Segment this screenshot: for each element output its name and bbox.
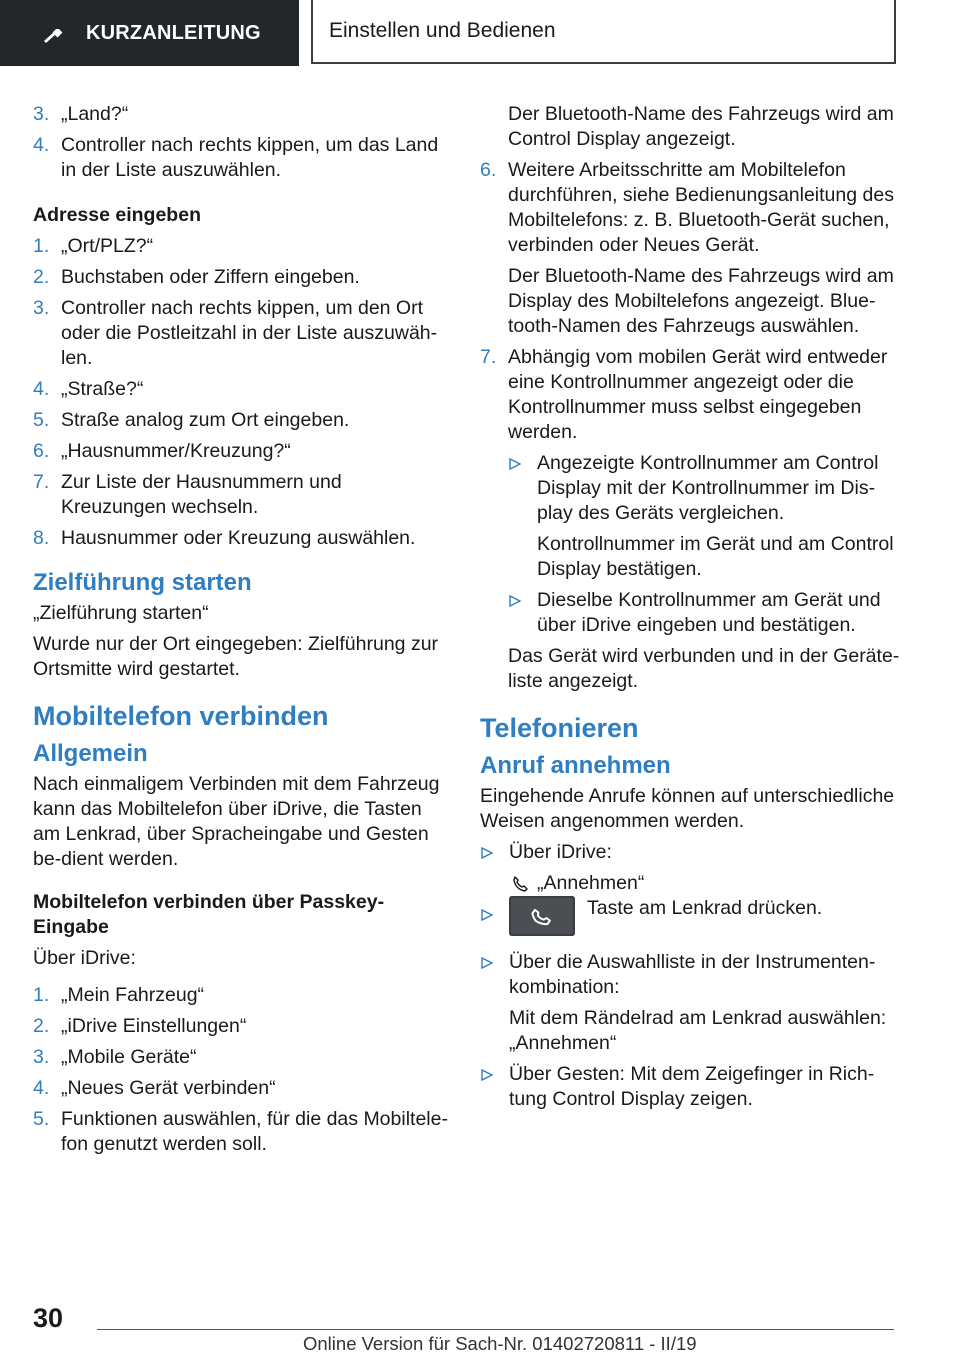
telefonieren-heading: Telefonieren bbox=[480, 713, 639, 743]
bullet-item: Über iDrive: bbox=[480, 840, 900, 865]
bullet-item: Dieselbe Kontrollnummer am Gerät und über iDrive eingeben und bestätigen. bbox=[508, 588, 900, 638]
left-column bbox=[33, 102, 449, 1163]
phone-handset-icon bbox=[529, 904, 553, 928]
list-item: 4. „Straße?“ bbox=[33, 378, 144, 400]
passkey-text: Über iDrive: bbox=[33, 947, 136, 969]
footer-divider bbox=[97, 1329, 894, 1330]
adresse-heading: Adresse eingeben bbox=[33, 204, 201, 226]
zielfuehrung-command: „Zielführung starten“ bbox=[33, 602, 209, 624]
zielfuehrung-heading: Zielführung starten bbox=[33, 569, 252, 596]
page-number: 30 bbox=[33, 1303, 64, 1333]
list-item: 8. Hausnummer oder Kreuzung auswählen. bbox=[33, 527, 416, 549]
list-item: 3. „Land?“ bbox=[33, 103, 129, 125]
steering-wheel-phone-key bbox=[509, 896, 575, 936]
bluetooth-phone-text: Der Bluetooth-Name des Fahrzeugs wird am Display des Mobiltelefons angezeigt. Blue‐tooth-Namen des Fahrzeugs auswählen. bbox=[508, 265, 894, 337]
tab-label: KURZANLEITUNG bbox=[86, 21, 261, 44]
anruf-text: Eingehende Anrufe können auf unterschiedliche Weisen angenommen werden. bbox=[480, 785, 895, 832]
allgemein-heading: Allgemein bbox=[33, 740, 148, 767]
list-item: 2. Buchstaben oder Ziffern eingeben. bbox=[33, 266, 360, 288]
bullet-item: Über die Auswahlliste in der Instrumenten‐kombination: bbox=[480, 950, 900, 1000]
connected-text: Das Gerät wird verbunden und in der Geräte‐liste angezeigt. bbox=[508, 645, 900, 692]
triangle-bullet-icon bbox=[509, 458, 521, 470]
quick-guide-tab[interactable] bbox=[0, 0, 299, 66]
triangle-bullet-icon bbox=[481, 1069, 493, 1081]
zielfuehrung-text: Wurde nur der Ort eingegeben: Zielführung zur Ortsmitte wird gestartet. bbox=[33, 633, 439, 680]
confirm-text: Kontrollnummer im Gerät und am Control Display bestätigen. bbox=[537, 533, 894, 580]
idrive-accept: „Annehmen“ bbox=[480, 871, 900, 896]
phone-icon bbox=[511, 874, 531, 894]
bluetooth-name-text: Der Bluetooth-Name des Fahrzeugs wird am Control Display angezeigt. bbox=[508, 103, 894, 150]
list-item: 6. Weitere Arbeitsschritte am Mobiltelefon durchführen, siehe Bedienungsanleitung des Mobiltelefons: z. B. Bluetooth-Gerät suchen, verbinden oder Neues Gerät. bbox=[480, 159, 894, 256]
list-item: 4. „Neues Gerät verbinden“ bbox=[33, 1077, 276, 1099]
mobiltelefon-heading: Mobiltelefon verbinden bbox=[33, 701, 329, 731]
car-key-icon bbox=[42, 29, 64, 43]
section-title-box bbox=[311, 0, 896, 64]
passkey-heading: Mobiltelefon verbinden über Passkey-Eingabe bbox=[33, 891, 385, 938]
bullet-item: Taste am Lenkrad drücken. bbox=[480, 902, 900, 936]
list-item: 2. „iDrive Einstellungen“ bbox=[33, 1015, 247, 1037]
list-item: 5. Funktionen auswählen, für die das Mobiltele‐fon genutzt werden soll. bbox=[33, 1108, 448, 1155]
triangle-bullet-icon bbox=[481, 957, 493, 969]
bullet-item: Über Gesten: Mit dem Zeigefinger in Rich‐tung Control Display zeigen. bbox=[480, 1062, 900, 1112]
allgemein-text: Nach einmaligem Verbinden mit dem Fahrzeug kann das Mobiltelefon über iDrive, die Tasten am Lenkrad, über Spracheingabe und Gesten be‐dient werden. bbox=[33, 773, 440, 870]
online-version-text: Online Version für Sach-Nr. 01402720811 - II/19 bbox=[303, 1333, 697, 1354]
raendelrad-text: Mit dem Rändelrad am Lenkrad auswählen: „Annehmen“ bbox=[509, 1007, 887, 1054]
list-item: 3. Controller nach rechts kippen, um den Ort oder die Postleitzahl in der Liste auszuwäh‐len. bbox=[33, 297, 438, 369]
list-item: 6. „Hausnummer/Kreuzung?“ bbox=[33, 440, 291, 462]
list-item: 1. „Mein Fahrzeug“ bbox=[33, 984, 205, 1006]
list-item: 1. „Ort/PLZ?“ bbox=[33, 235, 154, 257]
list-item: 7. Abhängig vom mobilen Gerät wird entweder eine Kontrollnummer angezeigt oder die Kontrollnummer muss selbst eingegeben werden. bbox=[480, 346, 888, 443]
right-column bbox=[480, 102, 900, 1118]
triangle-bullet-icon bbox=[509, 595, 521, 607]
triangle-bullet-icon bbox=[481, 909, 493, 921]
triangle-bullet-icon bbox=[481, 847, 493, 859]
list-item: 5. Straße analog zum Ort eingeben. bbox=[33, 409, 350, 431]
list-item: 3. „Mobile Geräte“ bbox=[33, 1046, 197, 1068]
page-header bbox=[0, 0, 960, 66]
section-title: Einstellen und Bedienen bbox=[329, 19, 556, 42]
anruf-heading: Anruf annehmen bbox=[480, 752, 671, 779]
list-item: 7. Zur Liste der Hausnummern und Kreuzungen wechseln. bbox=[33, 471, 342, 518]
bullet-item: Angezeigte Kontrollnummer am Control Display mit der Kontrollnummer im Dis‐play des Geräts vergleichen. bbox=[508, 451, 900, 526]
list-item: 4. Controller nach rechts kippen, um das Land in der Liste auszuwählen. bbox=[33, 134, 439, 181]
